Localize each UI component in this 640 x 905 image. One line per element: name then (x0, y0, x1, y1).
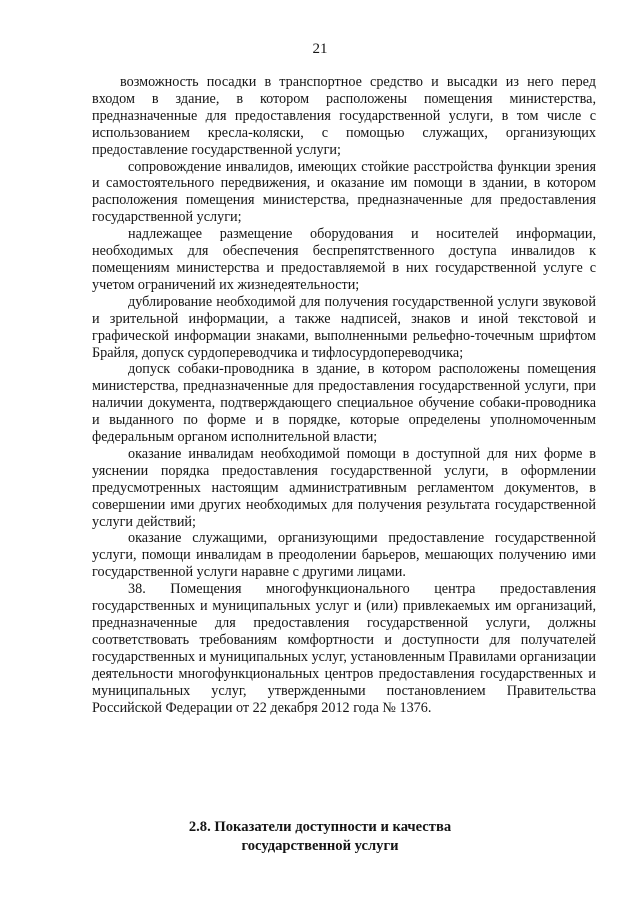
paragraph-barrier-assistance: оказание служащими, организующими предоставление государственной услуги, помощи инвалидам в преодолении барьеров, мешающих получению ими государственной услуги наравне с другими лицами. (92, 530, 596, 581)
paragraph-item-38: 38. Помещения многофункционального центра предоставления государственных и муниципальных услуг и (или) привлекаемых им организаций, предназначенные для предоставления государственной услуги, должны соответствовать требованиям комфортности и доступности для получателей государственных и муниципальных услуг, установленным Правилами организации деятельности многофункциональных центров предоставления государственных и муниципальных услуг, утвержденными постановлением Правительства Российской Федерации от 22 декабря 2012 года № 1376. (92, 581, 596, 716)
paragraph-assistance-in-accessible-form: оказание инвалидам необходимой помощи в доступной для них форме в уяснении порядка предоставления государственной услуги, в оформлении предусмотренных настоящим административным регламентом документов, в совершении ими других необходимых для получения результата государственной услуги действий; (92, 445, 596, 530)
page-number: 21 (312, 41, 328, 57)
paragraph-boarding-assistance: возможность посадки в транспортное средство и высадки из него перед входом в здание, в котором расположены помещения министерства, предназначенные для предоставления государственной услуги, в том числе с использованием кресла-коляски, с помощью служащих, организующих предоставление государственной услуги; (92, 74, 596, 158)
paragraph-visual-impairment-escort: сопровождение инвалидов, имеющих стойкие расстройства функции зрения и самостоятельного передвижения, и оказание им помощи в здании, в котором расположения помещения министерства, предназначенные для предоставления государственной услуги; (92, 158, 596, 226)
paragraph-braille-duplication: дублирование необходимой для получения государственной услуги звуковой и зрительной информации, а также надписей, знаков и иной текстовой и графической информации знаками, выполненными рельефно-точечным шрифтом Брайля, допуск сурдопереводчика и тифлосурдопереводчика; (92, 293, 596, 361)
section-heading-line-2: государственной услуги (241, 837, 399, 854)
paragraph-guide-dog-admission: допуск собаки-проводника в здание, в котором расположены помещения министерства, предназначенные для предоставления государственной услуги, при наличии документа, подтверждающего специальное обучение собаки-проводника и выданного по форме и в порядке, которые определены уполномоченным федеральным органом исполнительной власти; (92, 361, 596, 446)
paragraph-equipment-placement: надлежащее размещение оборудования и носителей информации, необходимых для обеспечения беспрепятственного доступа инвалидов к помещениям министерства и предоставляемой в них государственной услуге с учетом ограничений их жизнедеятельности; (92, 226, 596, 293)
document-body (92, 74, 596, 716)
section-heading (0, 818, 640, 855)
section-heading-line-1: 2.8. Показатели доступности и качества (188, 819, 452, 835)
